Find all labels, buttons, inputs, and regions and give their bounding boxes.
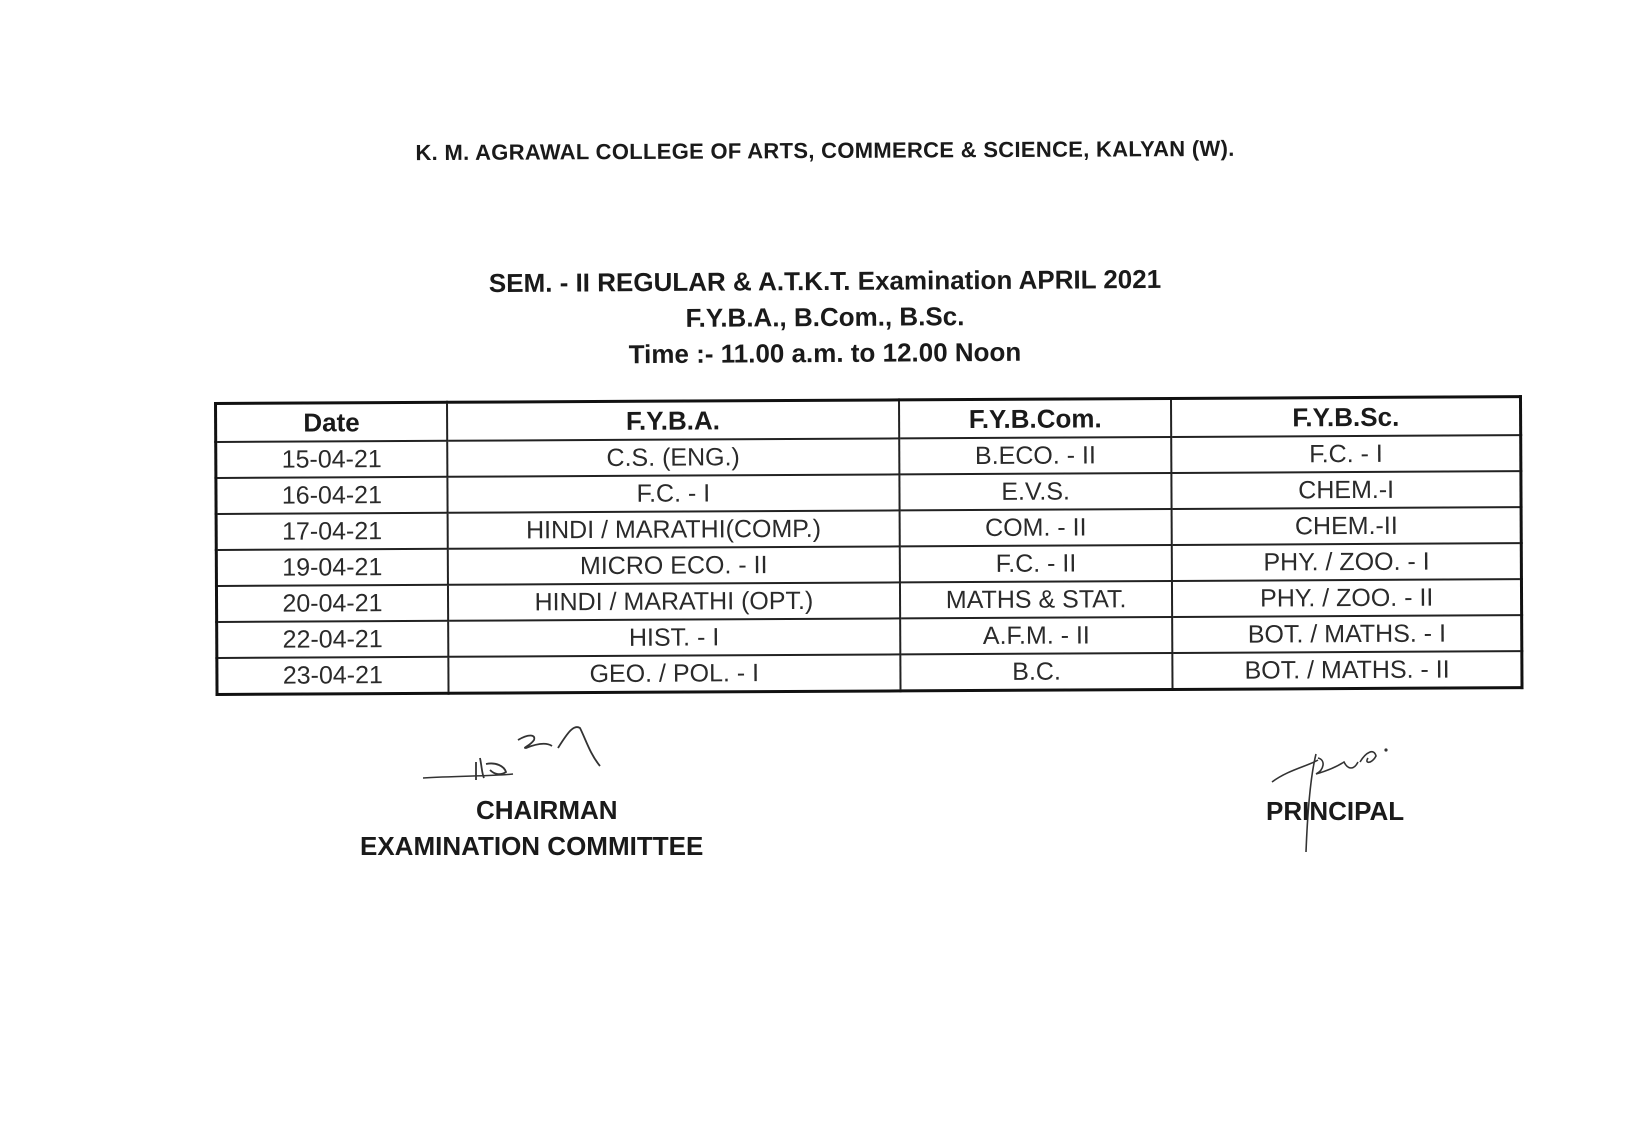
cell-fybsc: F.C. - I bbox=[1172, 435, 1521, 473]
cell-fybcom: COM. - II bbox=[899, 509, 1172, 546]
cell-fybcom: B.ECO. - II bbox=[899, 437, 1172, 474]
cell-fyba: HINDI / MARATHI(COMP.) bbox=[447, 510, 899, 548]
cell-fybsc: CHEM.-I bbox=[1172, 471, 1521, 509]
cell-date: 16-04-21 bbox=[216, 477, 448, 514]
header-fybcom: F.Y.B.Com. bbox=[899, 398, 1172, 438]
cell-fybsc: BOT. / MATHS. - I bbox=[1173, 615, 1522, 653]
cell-date: 20-04-21 bbox=[216, 585, 448, 622]
cell-fybsc: BOT. / MATHS. - II bbox=[1173, 651, 1522, 689]
cell-fybsc: PHY. / ZOO. - II bbox=[1172, 579, 1521, 617]
cell-fybsc: PHY. / ZOO. - I bbox=[1172, 543, 1521, 581]
cell-fyba: MICRO ECO. - II bbox=[448, 546, 900, 584]
exam-classes: F.Y.B.A., B.Com., B.Sc. bbox=[685, 301, 965, 333]
examination-committee-label: EXAMINATION COMMITTEE bbox=[360, 831, 704, 861]
cell-fybsc: CHEM.-II bbox=[1172, 507, 1521, 545]
cell-date: 17-04-21 bbox=[216, 513, 448, 550]
college-name: K. M. AGRAWAL COLLEGE OF ARTS, COMMERCE & SCIENCE, KALYAN (W). bbox=[415, 135, 1235, 166]
cell-fybcom: F.C. - II bbox=[900, 545, 1173, 582]
exam-title: SEM. - II REGULAR & A.T.K.T. Examination APRIL 2021 bbox=[488, 263, 1162, 299]
cell-date: 19-04-21 bbox=[216, 549, 448, 586]
header-fybsc: F.Y.B.Sc. bbox=[1171, 397, 1520, 437]
chairman-signature bbox=[418, 718, 638, 788]
exam-time: Time :- 11.00 a.m. to 12.00 Noon bbox=[628, 336, 1022, 370]
header-date: Date bbox=[216, 402, 448, 442]
chairman-label: CHAIRMAN bbox=[476, 795, 618, 825]
header-fyba: F.Y.B.A. bbox=[447, 400, 899, 441]
cell-date: 15-04-21 bbox=[216, 441, 448, 478]
table-row bbox=[217, 651, 1522, 694]
cell-fyba: HIST. - I bbox=[448, 618, 900, 656]
cell-fybcom: E.V.S. bbox=[899, 473, 1172, 510]
cell-fyba: C.S. (ENG.) bbox=[447, 438, 899, 476]
cell-date: 22-04-21 bbox=[217, 621, 449, 658]
cell-fyba: F.C. - I bbox=[447, 474, 899, 512]
exam-schedule-table bbox=[214, 395, 1524, 696]
cell-date: 23-04-21 bbox=[217, 657, 449, 695]
principal-label: PRINCIPAL bbox=[1266, 796, 1405, 826]
cell-fybcom: B.C. bbox=[900, 653, 1173, 691]
cell-fybcom: MATHS & STAT. bbox=[900, 581, 1173, 618]
cell-fybcom: A.F.M. - II bbox=[900, 617, 1173, 654]
cell-fyba: GEO. / POL. - I bbox=[448, 654, 900, 693]
cell-fyba: HINDI / MARATHI (OPT.) bbox=[448, 582, 900, 620]
